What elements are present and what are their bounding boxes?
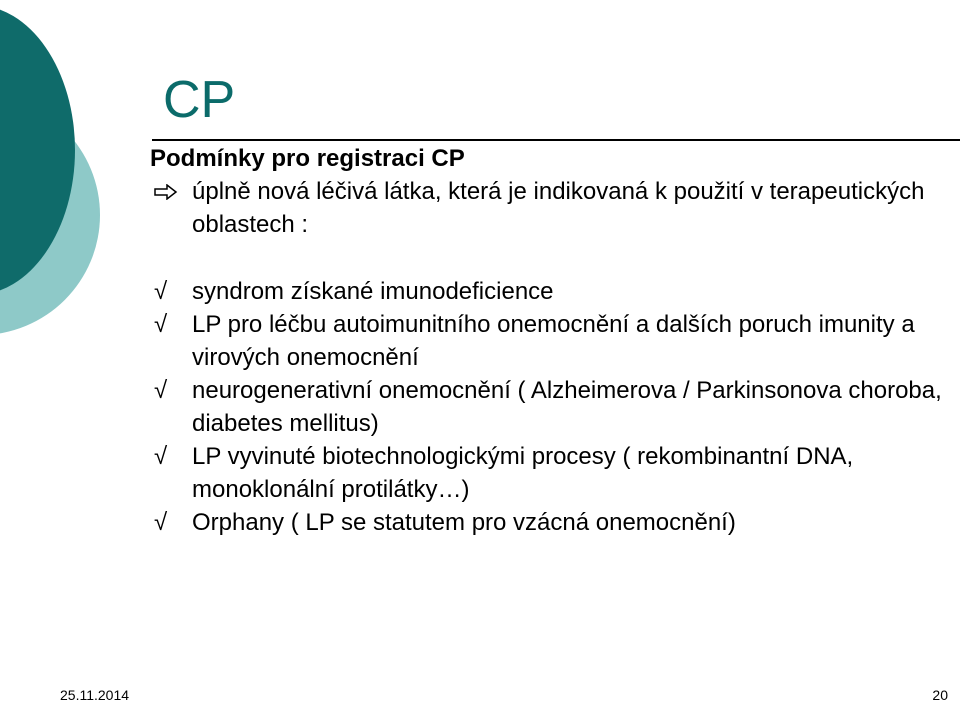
title-underline [152, 139, 960, 141]
check-list-item [150, 506, 950, 539]
check-root-icon: √ [154, 509, 168, 536]
check-item-text: neurogenerativní onemocnění ( Alzheimerova / Parkinsonova choroba, diabetes mellitus) [192, 377, 942, 437]
slide-title: CP [163, 71, 236, 129]
spacer [150, 241, 950, 275]
check-list-item [150, 374, 950, 440]
check-list-item [150, 275, 950, 308]
footer-date: 25.11.2014 [60, 687, 130, 703]
decorative-circles [0, 0, 110, 380]
check-list-item [150, 440, 950, 506]
arrow-item-text: úplně nová léčivá látka, která je indikovaná k použití v terapeutických oblastech : [192, 178, 925, 238]
page-number: 20 [932, 687, 948, 703]
check-list-item [150, 308, 950, 374]
content-heading: Podmínky pro registraci CP [150, 145, 465, 172]
check-root-icon: √ [154, 311, 168, 338]
arrow-list-item [150, 175, 950, 241]
check-item-text: Orphany ( LP se statutem pro vzácná onemocnění) [192, 509, 736, 536]
outline-right-arrow-icon [154, 175, 184, 200]
slide-content [150, 142, 950, 539]
check-item-text: syndrom získané imunodeficience [192, 278, 554, 305]
check-item-text: LP pro léčbu autoimunitního onemocnění a dalších poruch imunity a virových onemocnění [192, 311, 915, 371]
check-root-icon: √ [154, 443, 168, 470]
check-item-text: LP vyvinuté biotechnologickými procesy ( rekombinantní DNA, monoklonální protilátky…) [192, 443, 854, 503]
check-root-icon: √ [154, 377, 168, 404]
check-root-icon: √ [154, 278, 168, 305]
